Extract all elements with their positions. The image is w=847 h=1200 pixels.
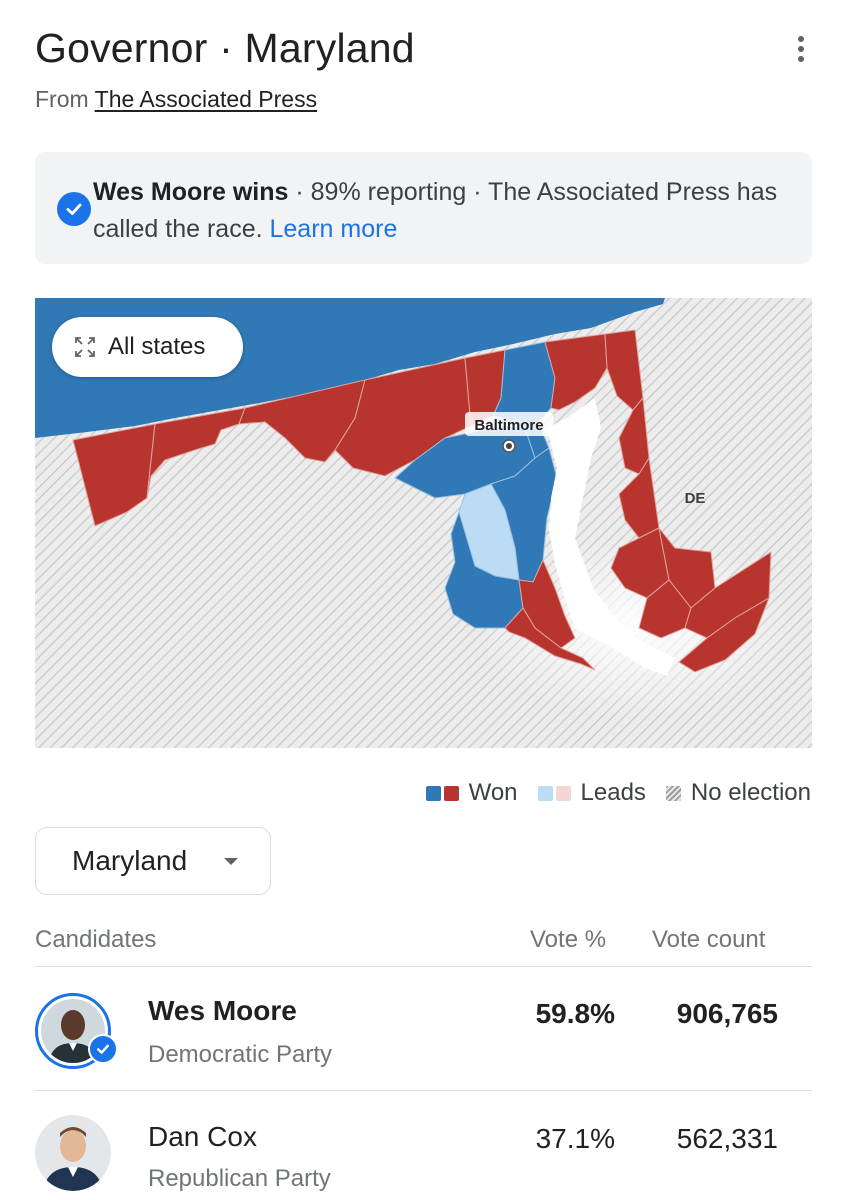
check-circle-icon [57,192,91,226]
map-legend [426,778,811,808]
candidate-name: Dan Cox [148,1121,257,1152]
header-vote-pct: Vote % [530,926,607,953]
table-row[interactable] [35,1091,812,1200]
avatar [35,1115,111,1191]
table-row[interactable] [35,967,812,1091]
vote-count: 906,765 [676,998,778,1029]
learn-more-link[interactable]: Learn more [269,215,398,243]
header-candidates: Candidates [35,926,157,953]
source-link[interactable]: The Associated Press [94,86,318,112]
source-line [35,86,317,113]
region-dropdown[interactable] [35,827,271,895]
expand-icon [74,336,96,358]
header-vote-count: Vote count [652,926,766,953]
avatar-photo [35,1115,111,1191]
source-prefix: From [35,86,89,112]
vote-pct: 37.1% [535,1123,615,1154]
race-call-text [93,174,793,248]
vote-count: 562,331 [676,1123,778,1154]
city-label-baltimore: Baltimore [474,417,544,434]
legend-rep-won-swatch [444,786,459,801]
dropdown-caret-icon [224,858,238,865]
vote-pct: 59.8% [535,998,615,1029]
race-call-details: · 89% reporting · The Associated Press has called the race. [93,178,778,243]
candidate-party: Democratic Party [148,1041,333,1068]
page-title: Governor · Maryland [35,25,415,71]
region-dropdown-value: Maryland [72,845,188,876]
legend-won-label: Won [468,779,518,806]
legend-no-election-swatch [666,786,681,801]
candidate-name: Wes Moore [148,995,297,1026]
winner-text: Wes Moore wins [93,178,289,206]
all-states-button[interactable] [52,317,243,377]
candidate-party: Republican Party [148,1165,331,1192]
results-table [35,920,812,1200]
race-call-banner [35,152,812,264]
more-options-icon[interactable] [787,32,815,66]
title-row [35,22,815,74]
table-header [35,920,812,967]
state-label-de: DE [684,490,706,507]
legend-dem-leads-swatch [538,786,553,801]
results-map[interactable] [35,298,812,748]
legend-no-election-label: No election [690,779,811,806]
legend-leads-label: Leads [580,779,646,806]
winner-check-icon [88,1034,118,1064]
legend-dem-won-swatch [426,786,441,801]
all-states-label: All states [108,333,206,360]
baltimore-marker-dot [506,443,512,449]
legend-rep-leads-swatch [556,786,571,801]
